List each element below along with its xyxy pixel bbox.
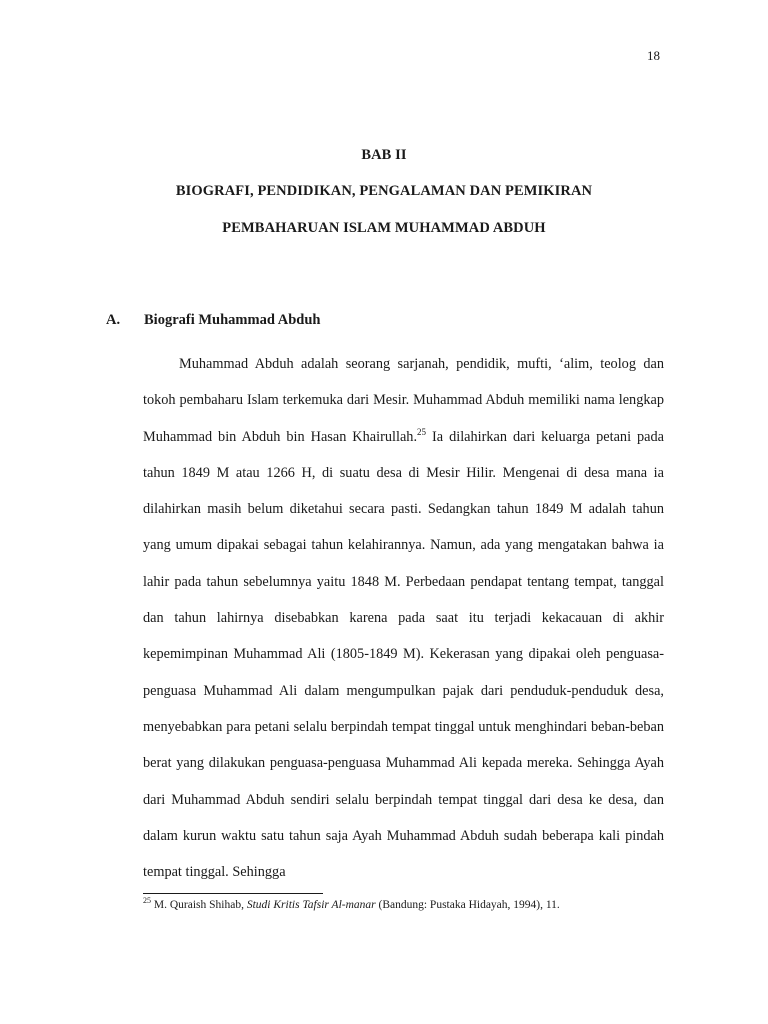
paragraph-text-part-2: Ia dilahirkan dari keluarga petani pada tahun 1849 M atau 1266 H, di suatu desa di Mesir Hilir. Mengenai di desa mana ia dilahirkan masih belum diketahui secara pasti. Sedangkan tahun 1849 M adalah tahun yang umum dipakai sebagai tahun kelahirannya. Namun, ada yang mengatakan bahwa ia lahir pada tahun sebelumnya yaitu 1848 M. Perbedaan pendapat tentang tempat, tanggal dan tahun lahirnya disebabkan karena pada saat itu terjadi kekacauan di akhir kepemimpinan Muhammad Ali (1805-1849 M). Kekerasan yang dipakai oleh penguasa-penguasa Muhammad Ali dalam mengumpulkan pajak dari penduduk-penduduk desa, menyebabkan para petani selalu berpindah tempat tinggal untuk menghindari beban-beban berat yang dilakukan penguasa-penguasa Muhammad Ali kepada mereka. Sehingga Ayah dari Muhammad Abduh sendiri selalu berpindah tempat tinggal dari desa ke desa, dan dalam kurun waktu satu tahun saja Ayah Muhammad Abduh sudah beberapa kali pindah tempat tinggal. Sehingga	[143, 428, 664, 881]
page-number: 18	[647, 48, 660, 63]
section-letter: A.	[106, 312, 121, 328]
footnote-reference[interactable]: 25	[417, 426, 427, 437]
chapter-title-line-2: PEMBAHARUAN ISLAM MUHAMMAD ABDUH	[222, 220, 546, 236]
footnote-publication: (Bandung: Pustaka Hidayah, 1994), 11.	[375, 899, 560, 911]
footnote	[143, 898, 664, 913]
chapter-label: BAB II	[361, 147, 407, 163]
section-title: Biografi Muhammad Abduh	[144, 312, 321, 328]
paragraph-text-part-1: Muhammad Abduh adalah seorang sarjanah, pendidik, mufti, ‘alim, teolog dan tokoh pembaharu Islam terkemuka dari Mesir. Muhammad Abduh memiliki nama lengkap Muhammad bin Abduh bin Hasan Khairullah.	[143, 356, 664, 445]
footnote-author: M. Quraish Shihab,	[151, 899, 247, 911]
footnote-book-title: Studi Kritis Tafsir Al-manar	[246, 899, 376, 911]
chapter-title-line-1: BIOGRAFI, PENDIDIKAN, PENGALAMAN DAN PEMIKIRAN	[175, 183, 593, 199]
footnote-divider	[143, 893, 323, 894]
footnote-number: 25	[143, 896, 151, 906]
body-paragraph	[143, 346, 664, 890]
